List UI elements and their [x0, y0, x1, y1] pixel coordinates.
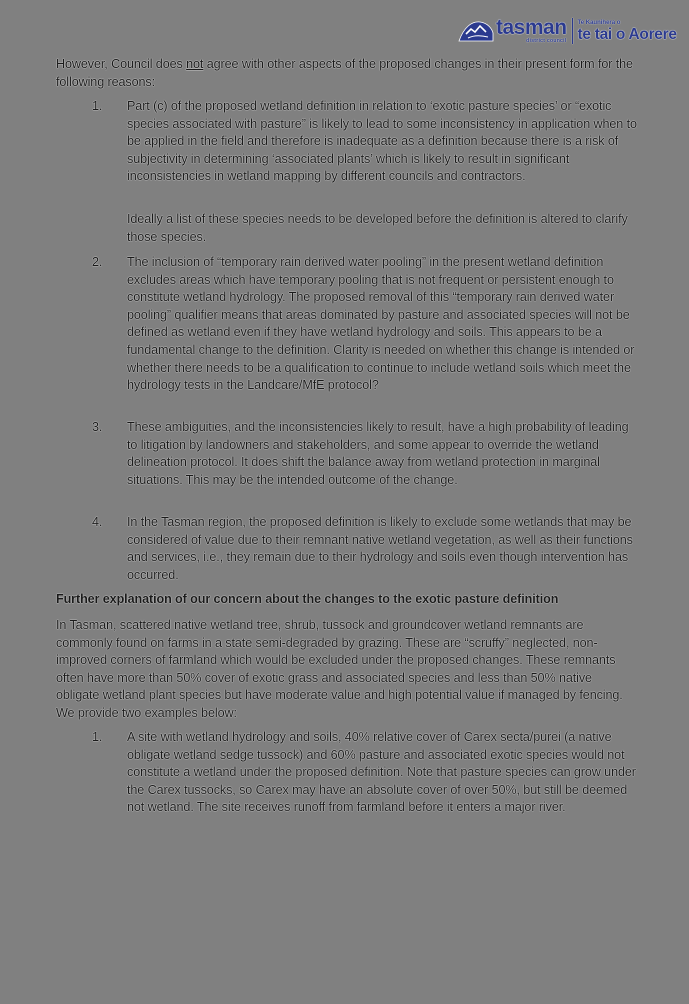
intro-paragraph — [56, 56, 636, 91]
council-logo — [458, 14, 677, 48]
logo-divider — [572, 18, 573, 44]
logo-name: tasman — [496, 16, 567, 39]
example-text: A site with wetland hydrology and soils, 40% relative cover of Carex secta/purei (a native obligate wetland sedge tussock) and 60% pasture and associated exotic species would not constitute a wetland under the proposed definition. Note that pasture species can grow under the Carex tussocks, so Carex may have an absolute cover of over 50%, but still be deemed not wetland. The site receives runoff from farmland before it enters a major river. — [127, 730, 636, 815]
logo-english — [496, 18, 567, 44]
reason-text: These ambiguities, and the inconsistencies likely to result, have a high probability of leading to litigation by landowners and stakeholders, and some appear to override the wetland delineation protocol. It does shift the balance away from wetland protection in marginal situations. This may be the intended outcome of the change. — [127, 420, 629, 487]
reason-number: 3. — [92, 420, 103, 434]
intro-text-before: However, Council does — [56, 57, 187, 71]
section-heading: Further explanation of our concern about the changes to the exotic pasture definition — [56, 592, 559, 606]
intro-text-after: agree with other aspects of the proposed changes in their present form for the following reasons: — [56, 57, 633, 89]
logo-subtitle: district council — [526, 38, 567, 44]
reason-text: In the Tasman region, the proposed definition is likely to exclude some wetlands that may be considered of value due to their remnant native wetland vegetation, as well as their functions and services, i.e., they remain due to their hydrology and soils even though intervention has occurred. — [127, 515, 633, 582]
reason-text-followup: Ideally a list of these species needs to be developed before the definition is altered to clarify those species. — [127, 212, 628, 244]
logo-maori-small: Te Kaunihera o — [577, 19, 621, 26]
intro-emphasis: not — [186, 57, 204, 71]
example-number: 1. — [92, 730, 103, 744]
logo-maori — [578, 20, 677, 43]
reason-number: 1. — [92, 99, 103, 113]
reason-text: Part (c) of the proposed wetland definition in relation to ‘exotic pasture species’ or “exotic species associated with pasture” is likely to lead to some inconsistency in application when to be applied in the field and therefore is inadequate as a definition because there is a risk of subjectivity in determining ‘associated plants’ which is likely to result in significant inconsistencies in wetland mapping by different councils and contractors. — [127, 99, 637, 184]
logo-maori-name: te tai o Aorere — [577, 25, 677, 43]
reason-number: 2. — [92, 255, 103, 269]
section-paragraph: In Tasman, scattered native wetland tree, shrub, tussock and groundcover wetland remnants are commonly found on farms in a state semi-degraded by grazing. These are “scruffy” neglected, non-improved corners of farmland which would be excluded under the proposed changes. These remnants often have more than 50% cover of exotic grass and associated species and less than 50% native obligate wetland plant species but have moderate value and high potential value if managed by fencing. We provide two examples below: — [56, 618, 623, 720]
reason-number: 4. — [92, 515, 103, 529]
mountain-logo-icon — [458, 19, 494, 43]
reason-text: The inclusion of “temporary rain derived water pooling” in the present wetland definition excludes areas which have temporary pooling that is not frequent or persistent enough to constitute wetland hydrology. The proposed removal of this “temporary rain derived water pooling” qualifier means that areas dominated by pasture and associated species will not be defined as wetland even if they have wetland hydrology and soils. This appears to be a fundamental change to the definition. Clarity is needed on whether this change is intended or whether there needs to be a qualification to continue to include wetland soils which meet the hydrology tests in the Landcare/MfE protocol? — [127, 255, 635, 393]
